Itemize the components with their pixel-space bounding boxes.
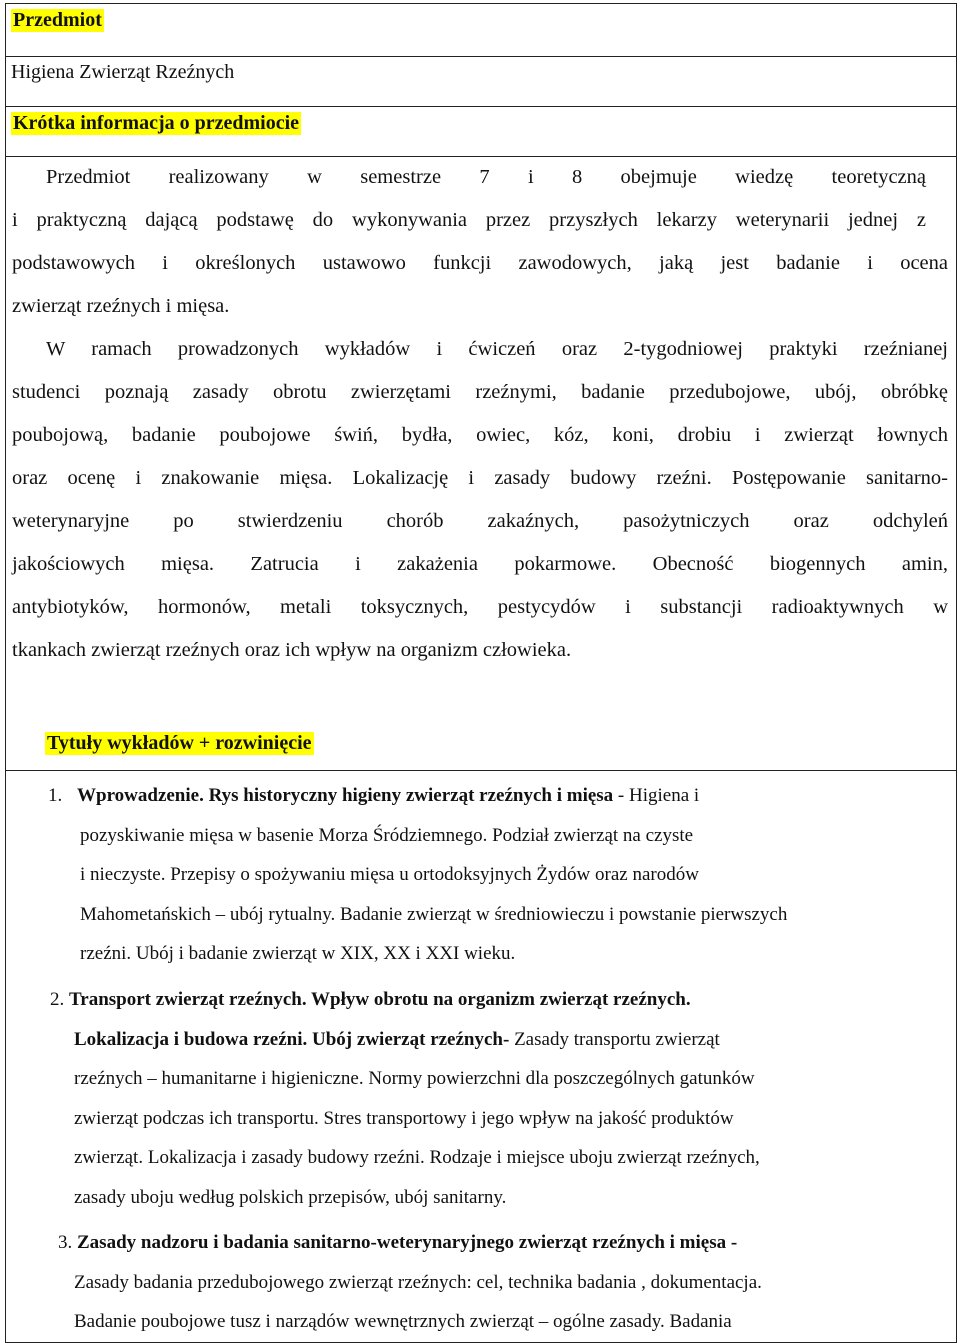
info-header: Krótka informacja o przedmiocie <box>13 112 300 134</box>
text-line: oraz ocenę i znakowanie mięsa. Lokalizację i zasady budowy rzeźni. Postępowanie sanitarno- <box>12 467 948 489</box>
lecture-title-line <box>48 776 928 816</box>
lecture-subtitle: Rys historyczny higieny zwierząt rzeźnych i mięsa <box>208 785 614 806</box>
text-line: pozyskiwanie mięsa w basenie Morza Śródziemnego. Podział zwierząt na czyste <box>80 824 694 846</box>
document-page <box>5 3 957 1343</box>
description-row <box>6 156 956 771</box>
lectures-section <box>6 732 956 1342</box>
lecture-title: Wprowadzenie. <box>77 785 204 806</box>
lecture-title: Zasady nadzoru i badania sanitarno-weterynaryjnego zwierząt rzeźnych i mięsa - <box>77 1232 738 1253</box>
info-header-row <box>6 106 956 157</box>
text-line: zwierząt. Lokalizacja i zasady budowy rzeźni. Rodzaje i miejsce uboju zwierząt rzeźnych, <box>74 1147 760 1168</box>
text-line: jakościowych mięsa. Zatrucia i zakażenia pokarmowe. Obecność biogennych amin, <box>12 553 948 575</box>
description-paragraph-1 <box>12 156 948 328</box>
text-line: zwierząt podczas ich transportu. Stres transportowy i jego wpływ na jakość produktów <box>74 1107 734 1129</box>
text-line: zwierząt rzeźnych i mięsa. <box>12 295 230 317</box>
text-line: antybiotyków, hormonów, metali toksycznych, pestycydów i substancji radioaktywnych w <box>12 596 948 618</box>
text-line: Zasady badania przedubojowego zwierząt rzeźnych: cel, technika badania , dokumentacja. <box>74 1271 762 1293</box>
lecture-item-3 <box>58 1223 938 1342</box>
lecture-text: - Higiena i <box>613 785 700 806</box>
text-line: zasady uboju według polskich przepisów, ubój sanitarny. <box>74 1186 507 1208</box>
lecture-number: 3. <box>58 1232 73 1253</box>
lecture-title: Transport zwierząt rzeźnych. Wpływ obrotu na organizm zwierząt rzeźnych. <box>69 989 691 1010</box>
lecture-text: Zasady transportu zwierząt <box>509 1028 720 1050</box>
text-line: podstawowych i określonych ustawowo funkcji zawodowych, jaką jest badanie i ocena <box>12 252 948 274</box>
subject-name: Higiena Zwierząt Rzeźnych <box>11 61 235 83</box>
subject-header: Przedmiot <box>13 9 102 31</box>
lecture-title-line-2 <box>50 1020 930 1060</box>
text-line: Mahometańskich – ubój rytualny. Badanie zwierząt w średniowieczu i powstanie pierwszych <box>80 903 788 925</box>
subject-header-row <box>6 4 956 57</box>
text-line: W ramach prowadzonych wykładów i ćwiczeń oraz 2-tygodniowej praktyki rzeźnianej <box>46 338 948 360</box>
lecture-item-2 <box>50 980 930 1217</box>
lecture-number: 2. <box>50 989 65 1010</box>
text-line: poubojową, badanie poubojowe świń, bydła, owiec, kóz, koni, drobiu i zwierząt łownych <box>12 424 948 446</box>
lecture-item-1 <box>48 776 928 974</box>
text-line: Przedmiot realizowany w semestrze 7 i 8 obejmuje wiedzę teoretyczną <box>46 166 926 188</box>
lecture-title-line <box>50 980 930 1020</box>
description-paragraph-2 <box>12 328 948 672</box>
text-line: rzeźni. Ubój i badanie zwierząt w XIX, XX i XXI wieku. <box>80 943 516 964</box>
lecture-number: 1. <box>48 785 63 806</box>
text-line: studenci poznają zasady obrotu zwierzętami rzeźnymi, badanie przedubojowe, ubój, obróbkę <box>12 381 948 403</box>
text-line: Badanie poubojowe tusz i narządów wewnętrznych zwierząt – ogólne zasady. Badania <box>74 1311 732 1332</box>
text-line: i nieczyste. Przepisy o spożywaniu mięsa u ortodoksyjnych Żydów oraz narodów <box>80 864 699 885</box>
lectures-header: Tytuły wykładów + rozwinięcie <box>47 732 312 754</box>
subject-name-row <box>6 56 956 107</box>
lecture-title-line <box>58 1223 938 1263</box>
lecture-subtitle: Lokalizacja i budowa rzeźni. Ubój zwierząt rzeźnych- <box>74 1028 510 1050</box>
text-line: rzeźnych – humanitarne i higieniczne. Normy powierzchni dla poszczególnych gatunków <box>74 1068 755 1089</box>
text-line: tkankach zwierząt rzeźnych oraz ich wpływ na organizm człowieka. <box>12 639 572 661</box>
text-line: i praktyczną dającą podstawę do wykonywania przez przyszłych lekarzy weterynarii jednej z <box>12 209 926 231</box>
text-line: weterynaryjne po stwierdzeniu chorób zakaźnych, pasożytniczych oraz odchyleń <box>12 510 948 532</box>
